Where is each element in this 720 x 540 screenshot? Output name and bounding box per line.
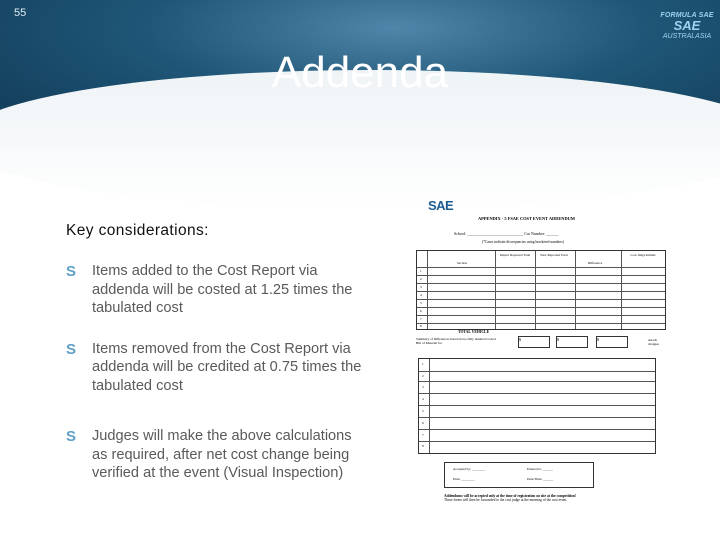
bullet-item: [66, 427, 366, 483]
sig-date: Date: ________: [453, 477, 475, 481]
row-number: 7: [422, 433, 424, 437]
summary-text: Summary of Differences listed above fully detailed Costed Bill of Material for: [416, 337, 496, 345]
logo-top-text: FORMULA SAE: [660, 12, 714, 19]
col-head-section: Section: [456, 261, 468, 265]
row-number: 6: [420, 309, 422, 313]
slide-number: 55: [14, 7, 27, 19]
row-number: 1: [420, 269, 422, 273]
logo-bottom-text: AUSTRALASIA: [662, 33, 712, 40]
amount-box: $: [518, 336, 550, 348]
bullet-item: [66, 340, 366, 396]
row-number: 3: [420, 285, 422, 289]
addendum-form-image: [416, 194, 668, 514]
col-head-difference: Difference: [587, 261, 603, 265]
bullet-text: Items removed from the Cost Report via addenda will be credited at 0.75 times the tabulated cost: [92, 340, 362, 394]
cost-table: [416, 250, 666, 330]
logo-mark: SAE: [673, 18, 701, 33]
form-title: APPENDIX - 5 FSAE COST EVENT ADDENDUM: [478, 216, 575, 221]
row-number: 6: [422, 421, 424, 425]
changes-table: [418, 358, 656, 454]
bullet-list: [66, 262, 366, 483]
signature-box: [444, 462, 594, 488]
slide-title: Addenda: [271, 48, 449, 97]
sae-logo: SAE: [428, 198, 454, 213]
sig-datetime: Date/Time: ______: [527, 477, 554, 481]
formula-sae-logo: [658, 12, 716, 52]
bullet-item: [66, 262, 366, 318]
col-head-new: New Reported Total: [540, 253, 568, 257]
swirl-bullet-icon: S: [66, 340, 77, 358]
col-head-judge: Cost Judge Initials: [630, 253, 656, 257]
row-number: 5: [420, 301, 422, 305]
col-head-impact: Impact Reported Total: [499, 253, 531, 257]
swirl-bullet-icon: S: [66, 428, 77, 445]
row-number: 3: [422, 385, 424, 389]
bullet-text: Items added to the Cost Report via addenda will be costed at 1.25 times the tabulated cost: [92, 263, 353, 316]
row-number: 5: [422, 409, 424, 413]
form-note: (*Cases indicate discrepancies using bracketed numbers): [482, 240, 564, 244]
amount-box: $: [556, 336, 588, 348]
row-number: 7: [420, 317, 422, 321]
school-line: School: ____________________________ Car Number: ______: [454, 231, 559, 236]
entered-to: Entered to: ______: [527, 467, 553, 471]
bullet-text: Judges will make the above calculations as required, after net cost change being verified at the event (Visual Inspection): [92, 428, 352, 481]
attach-changes: Attach changes: [648, 338, 659, 346]
row-number: 2: [420, 277, 422, 281]
row-number: 4: [422, 397, 424, 401]
footer-plain: These forms will then be forwarded to the cost judge at the morning of the cost event.: [444, 498, 568, 503]
subheading: Key considerations:: [66, 222, 209, 239]
row-number: 1: [422, 362, 424, 366]
row-number: 8: [420, 324, 422, 328]
footer-bold: Addendums will be accepted only at the time of registration on site at the competition!: [444, 494, 576, 498]
row-number: 4: [420, 293, 422, 297]
total-vehicle-label: TOTAL VEHICLE: [458, 330, 490, 334]
row-number: 2: [422, 374, 424, 378]
swirl-bullet-icon: S: [66, 263, 77, 280]
row-number: 8: [422, 444, 424, 448]
form-footer-note: [444, 494, 664, 503]
accepted-by: Accepted by: ________: [453, 467, 486, 471]
amount-box: $: [596, 336, 628, 348]
